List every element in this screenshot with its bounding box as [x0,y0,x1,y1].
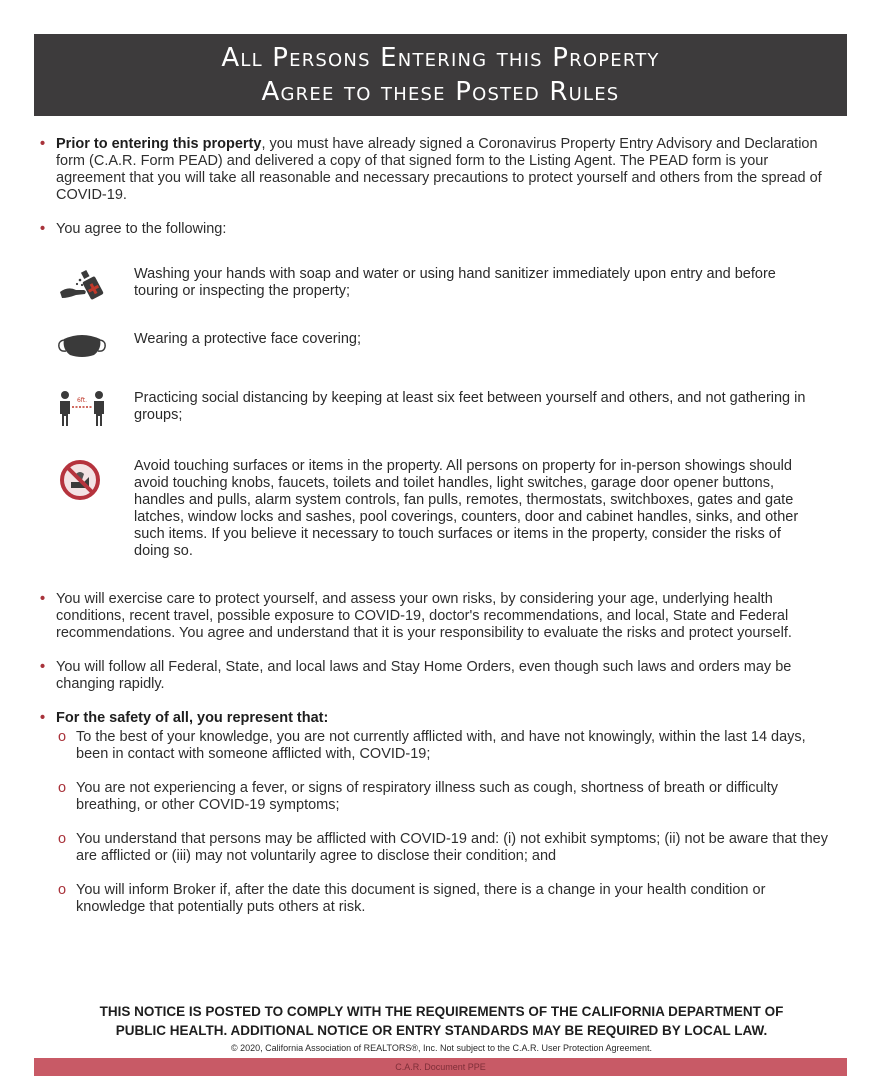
intro-paragraph [40,136,835,204]
bullet-dot: • [40,659,46,675]
notice-line-1: THIS NOTICE IS POSTED TO COMPLY WITH THE REQUIREMENTS OF THE CALIFORNIA DEPARTMENT OF [99,1004,784,1019]
rule-item-face-covering [40,331,835,359]
sub-bullet-marker: o [58,831,67,847]
rule-text: Practicing social distancing by keeping at least six feet between yourself and others, and not gathering in groups; [134,390,806,423]
legal-notice [40,1002,843,1040]
footer-document-label: C.A.R. Document PPE [395,1062,486,1072]
sub-bullet-marker: o [58,729,67,745]
safety-item [40,780,835,814]
safety-item [40,831,835,865]
rule-text: Washing your hands with soap and water or using hand sanitizer immediately upon entry and before touring or inspecting the property; [134,266,776,299]
notice-line-2: PUBLIC HEALTH. ADDITIONAL NOTICE OR ENTRY STANDARDS MAY BE REQUIRED BY LOCAL LAW. [115,1023,768,1038]
rule-text: Avoid touching surfaces or items in the property. All persons on property for in-person showings should avoid touching knobs, faucets, toilets and toilet handles, light switches, garage door opener buttons, handles and pulls, alarm system controls, fan pulls, remotes, thermostats, switchboxes, gates and gate latches, window locks and sashes, pool coverings, counters, door and cabinet handles, sinks, and other such items. If you believe it necessary to touch surfaces or items in the property, consider the risks of doing so. [134,458,799,559]
care-text: You will exercise care to protect yourself, and assess your own risks, by considering your age, underlying health conditions, recent travel, possible exposure to COVID-19, doctor's recommendations, and local, State and Federal recommendations. You agree and understand that it is your responsibility to evaluate the risks and protect yourself. [56,591,792,641]
rule-item-social-distancing [40,390,835,428]
rule-item-handwashing [40,266,835,306]
sub-bullet-marker: o [58,780,67,796]
rule-text: Wearing a protective face covering; [134,331,362,347]
intro-text: , you must have already signed a Coronavirus Property Entry Advisory and Declaration form (C.A.R. Form PEAD) and delivered a copy of that signed form to the Listing Agent. The PEAD form is your agreement that you will take all reasonable and necessary precautions to protect yourself and others from the spread of COVID-19. [56,136,822,203]
title-line-2: Agree to these Posted Rules [261,77,620,107]
bullet-dot: • [40,591,46,607]
bullet-dot: • [40,136,46,152]
safety-item [40,729,835,763]
laws-paragraph [40,659,835,693]
bullet-dot: • [40,221,46,237]
face-mask-icon [40,331,134,359]
rule-item-avoid-touching [40,458,835,560]
agree-heading [40,221,835,238]
rules-content [40,136,835,916]
care-paragraph [40,591,835,642]
agree-heading-text: You agree to the following: [56,221,227,237]
safety-item-text: You will inform Broker if, after the date this document is signed, there is a change in your health condition or knowledge that potentially puts others at risk. [76,882,766,915]
footer-bar [34,1058,847,1076]
sub-bullet-marker: o [58,882,67,898]
safety-item-text: To the best of your knowledge, you are not currently afflicted with, and have not knowingly, within the last 14 days, been in contact with someone afflicted with, COVID-19; [76,729,806,762]
safety-heading [40,710,835,727]
safety-item-text: You are not experiencing a fever, or signs of respiratory illness such as cough, shortness of breath or difficulty breathing, or other COVID-19 symptoms; [76,780,779,813]
bullet-dot: • [40,710,46,726]
hand-sanitizer-icon [40,266,134,306]
copyright-text: © 2020, California Association of REALTORS®, Inc. Not subject to the C.A.R. User Protection Agreement. [230,1043,653,1053]
distance-label: 6ft. [76,397,88,404]
safety-item-text: You understand that persons may be afflicted with COVID-19 and: (i) not exhibit symptoms; (ii) not be aware that they are afflicted or (iii) may not voluntarily agree to disclose their condition; and [76,831,828,864]
safety-item [40,882,835,916]
laws-text: You will follow all Federal, State, and local laws and Stay Home Orders, even though such laws and orders may be changing rapidly. [56,659,792,692]
social-distancing-icon [40,390,134,428]
no-touching-icon [40,458,134,502]
title-line-1: All Persons Entering this Property [221,43,660,73]
safety-heading-text: For the safety of all, you represent that: [56,710,329,726]
title-banner [34,34,847,116]
intro-bold: Prior to entering this property [56,136,262,152]
